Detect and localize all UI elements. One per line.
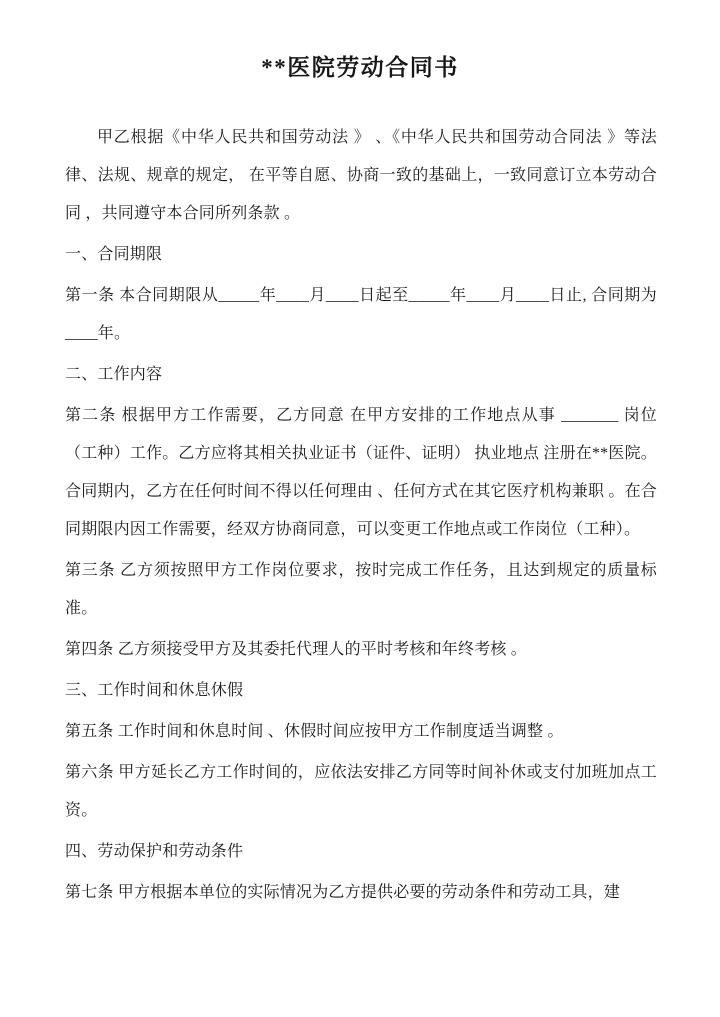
document-body [65, 119, 657, 912]
document-title: **医院劳动合同书 [261, 55, 459, 80]
article-1-paragraph: 第一条 本合同期限从_____年____月____日起至_____年____月____日止, 合同期为____年。 [65, 287, 657, 342]
article-6-paragraph: 第六条 甲方延长乙方工作时间的，应依法安排乙方同等时间补休或支付加班加点工资。 [65, 764, 657, 819]
article-3-paragraph: 第三条 乙方须按照甲方工作岗位要求，按时完成工作任务，且达到规定的质量标准。 [65, 562, 657, 617]
intro-paragraph: 甲乙根据《中华人民共和国劳动法 》 、《中华人民共和国劳动合同法 》等法律、法规、规章的规定， 在平等自愿、协商一致的基础上，一致同意订立本劳动合同 ，共同遵守本合同所列条款 。 [65, 129, 657, 222]
article-2-paragraph: 第二条 根据甲方工作需要，乙方同意 在甲方安排的工作地点从事 _______ 岗位（工种）工作。乙方应将其相关执业证书（证件、证明） 执业地点 注册在**医院。合同期内，乙方在任何时间不得以任何理由 、任何方式在其它医疗机构兼职 。在合同期限内因工作需要，经双方协商同意，可以变更工作地点或工作岗位（工种）。 [65, 407, 657, 538]
article-4-paragraph: 第四条 乙方须接受甲方及其委托代理人的平时考核和年终考核 。 [65, 641, 528, 658]
section-heading-working-hours: 三、工作时间和休息休假 [65, 682, 244, 699]
article-5-paragraph: 第五条 工作时间和休息时间 、休假时间应按甲方工作制度适当调整 。 [65, 723, 564, 740]
section-heading-labor-protection: 四、劳动保护和劳动条件 [65, 843, 244, 860]
section-heading-contract-term: 一、合同期限 [65, 246, 163, 263]
article-7-paragraph: 第七条 甲方根据本单位的实际情况为乙方提供必要的劳动条件和劳动工具，建 [65, 884, 621, 901]
section-heading-work-content: 二、工作内容 [65, 366, 163, 383]
